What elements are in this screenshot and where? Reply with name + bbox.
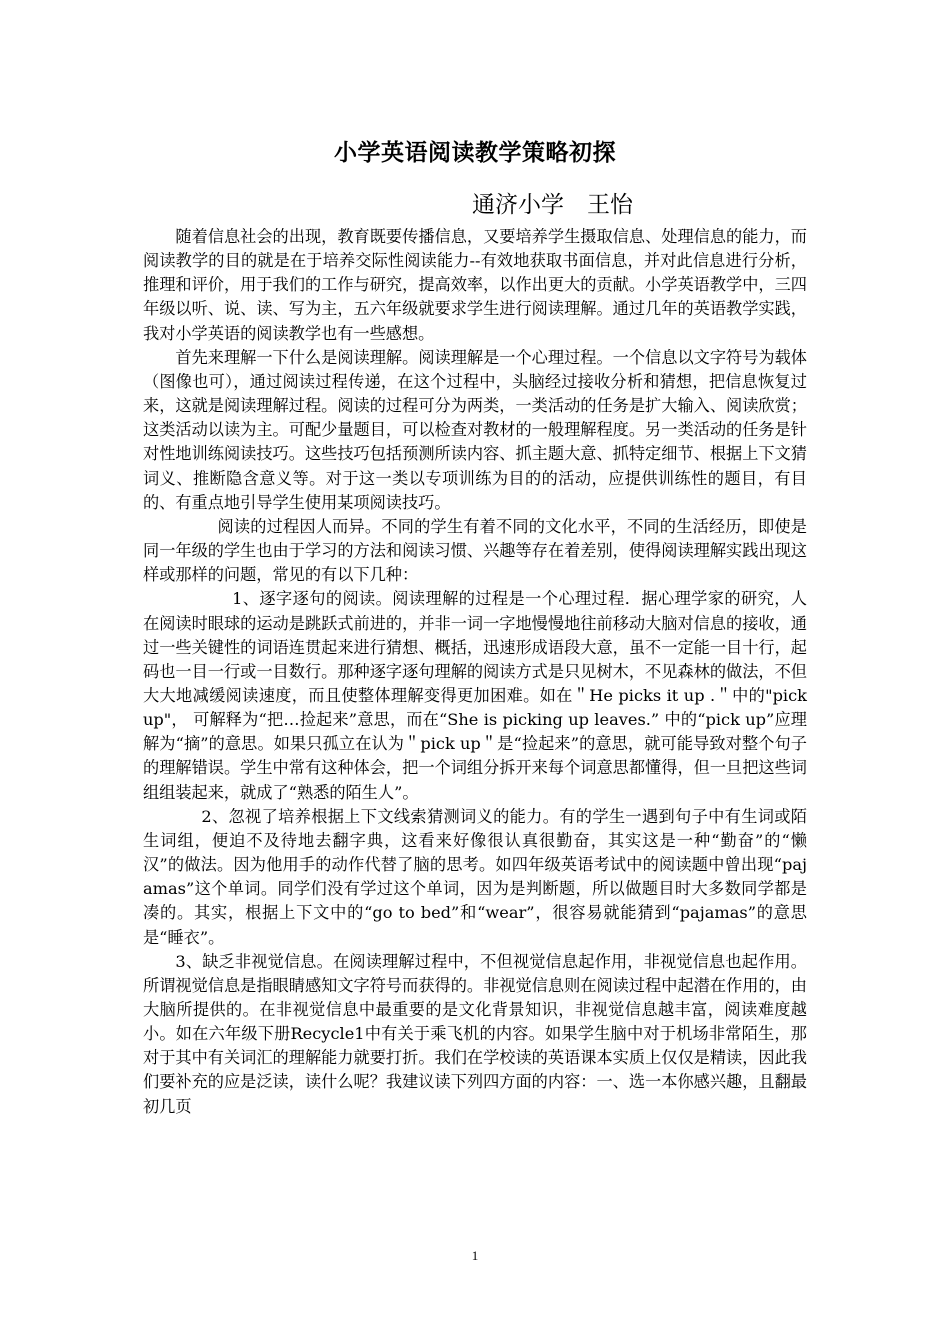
paragraph-intro: 随着信息社会的出现，教育既要传播信息，又要培养学生摄取信息、处理信息的能力，而阅读教学的目的就是在于培养交际性阅读能力--有效地获取书面信息，并对此信息进行分析，推理和评价，用于我们的工作与研究，提高效率，以作出更大的贡献。小学英语教学中，三四年级以听、说、读、写为主，五六年级就要求学生进行阅读理解。通过几年的英语教学实践，我对小学英语的阅读教学也有一些感想。	[143, 227, 807, 343]
paragraph-problem-1: 1、逐字逐句的阅读。阅读理解的过程是一个心理过程．据心理学家的研究，人在阅读时眼球的运动是跳跃式前进的，并非一词一字地慢慢地往前移动大脑对信息的接收，通过一些关键性的词语连贯起来进行猜想、概括，迅速形成语段大意，虽不一定能一目十行，起码也一目一行或一目数行。那种逐字逐句理解的阅读方式是只见树木，不见森林的做法，不但大大地减缓阅读速度，而且使整体理解变得更加困难。如在＂He picks it up .＂中的"pick up"， 可解释为“把…捡起来”意思，而在“She is picking up leaves.” 中的“pick up”应理解为“摘”的意思。如果只孤立在认为＂pick up＂是“捡起来”的意思，就可能导致对整个句子的理解错误。学生中常有这种体会，把一个词组分拆开来每个词意思都懂得，但一旦把这些词组组装起来，就成了“熟悉的陌生人”。	[143, 589, 807, 802]
document-author: 通济小学 王怡	[472, 192, 633, 218]
document-title: 小学英语阅读教学策略初探	[334, 140, 616, 166]
paragraph-problem-2: 2、忽视了培养根据上下文线索猜测词义的能力。有的学生一遇到句子中有生词或陌生词组，便迫不及待地去翻字典，这看来好像很认真很勤奋，其实这是一种“勤奋”的“懒汉”的做法。因为他用手的动作代替了脑的思考。如四年级英语考试中的阅读题中曾出现“pajamas”这个单词。同学们没有学过这个单词，因为是判断题，所以做题目时大多数同学都是凑的。其实，根据上下文中的“go to bed”和“wear”，很容易就能猜到“pajamas”的意思是“睡衣”。	[143, 806, 807, 947]
page-number: 1	[471, 1248, 479, 1263]
paragraph-problems-intro: 阅读的过程因人而异。不同的学生有着不同的文化水平，不同的生活经历，即使是同一年级的学生也由于学习的方法和阅读习惯、兴趣等存在着差别，使得阅读理解实践出现这样或那样的问题，常见的有以下几种：	[143, 516, 807, 585]
document-body	[143, 225, 807, 1119]
paragraph-problem-3: 3、缺乏非视觉信息。在阅读理解过程中，不但视觉信息起作用，非视觉信息也起作用。所谓视觉信息是指眼睛感知文字符号而获得的。非视觉信息则在阅读过程中起潜在作用的，由大脑所提供的。在非视觉信息中最重要的是文化背景知识，非视觉信息越丰富，阅读难度越小。如在六年级下册Recycle1中有关于乘飞机的内容。如果学生脑中对于机场非常陌生，那对于其中有关词汇的理解能力就要打折。我们在学校读的英语课本实质上仅仅是精读，因此我们要补充的应是泛读，读什么呢？我建议读下列四方面的内容：一、选一本你感兴趣，且翻最初几页	[143, 951, 807, 1116]
paragraph-definition: 首先来理解一下什么是阅读理解。阅读理解是一个心理过程。一个信息以文字符号为载体（图像也可），通过阅读过程传递，在这个过程中，头脑经过接收分析和猜想，把信息恢复过来，这就是阅读理解过程。阅读的过程可分为两类，一类活动的任务是扩大输入、阅读欣赏；这类活动以读为主。可配少量题目，可以检查对教材的一般理解程度。另一类活动的任务是针对性地训练阅读技巧。这些技巧包括预测所读内容、抓主题大意、抓特定细节、根据上下文猜词义、推断隐含意义等。对于这一类以专项训练为目的的活动，应提供训练性的题目，有目的、有重点地引导学生使用某项阅读技巧。	[143, 347, 807, 512]
